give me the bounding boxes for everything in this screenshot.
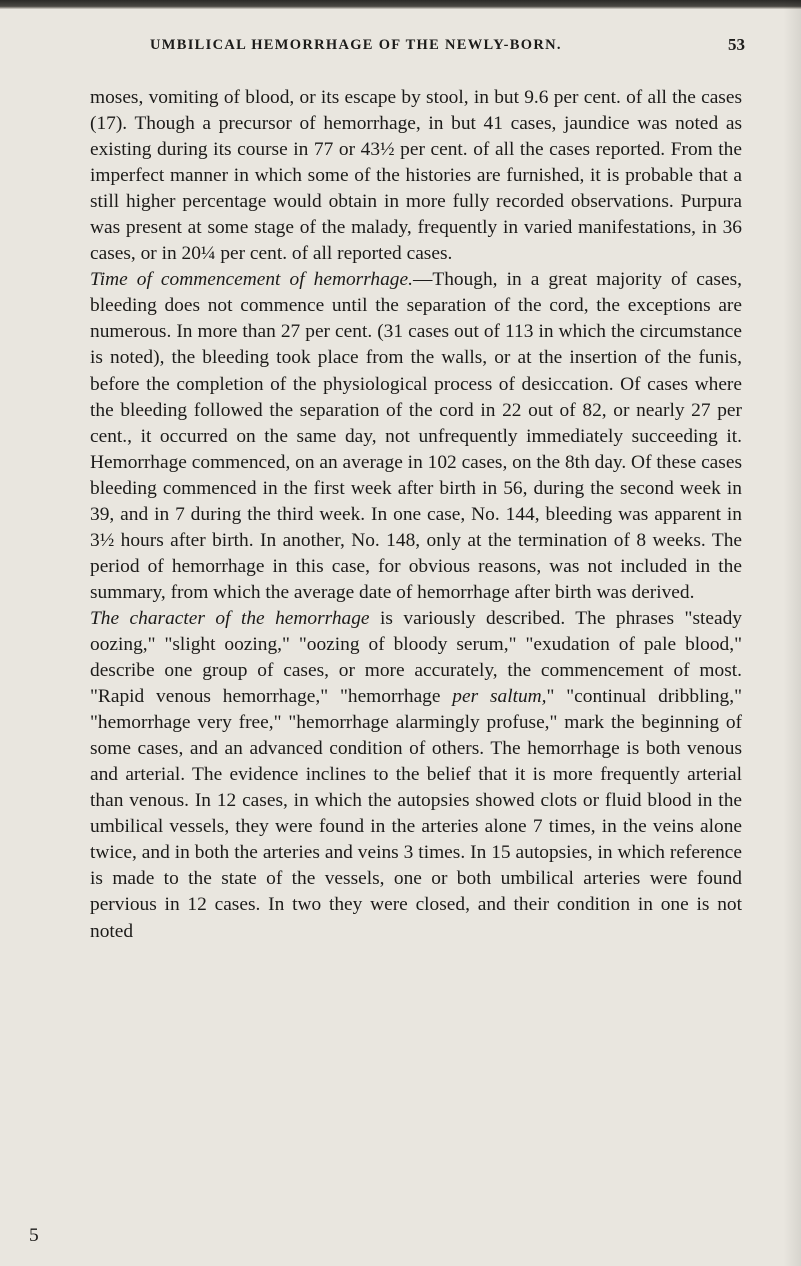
paragraph-character-of-hemorrhage xyxy=(90,606,742,945)
paragraph-time-of-commencement-text: —Though, in a great majority of cases, bleeding does not commence until the separation of the cord, the exceptions are numerous. In more than 27 per cent. (31 cases out of 113 in which the circumstance is noted), the bleeding took place from the walls, or at the insertion of the funis, before the completion of the physiological process of desiccation. Of cases where the bleeding followed the separation of the cord in 22 out of 82, or nearly 27 per cent., it occurred on the same day, not unfrequently immediately succeeding it. Hemorrhage commenced, on an average in 102 cases, on the 8th day. Of these cases bleeding commenced in the first week after birth in 56, during the second week in 39, and in 7 during the third week. In one case, No. 144, bleeding was apparent in 3½ hours after birth. In another, No. 148, only at the termination of 8 weeks. The period of hemorrhage in this case, for obvious reasons, was not included in the summary, from which the average date of hemorrhage after birth was derived. xyxy=(90,269,742,603)
running-header-title: UMBILICAL HEMORRHAGE OF THE NEWLY-BORN. xyxy=(150,37,562,53)
page-number: 53 xyxy=(728,35,745,54)
page-edge-shadow xyxy=(783,0,801,1266)
continued-text-fragment: 5 xyxy=(29,1225,39,1246)
body-text xyxy=(90,85,742,945)
running-header xyxy=(90,35,745,61)
latin-phrase-per-saltum: per saltum, xyxy=(452,686,547,708)
paragraph-character-text-part-a: is variously described. The phrases "steady oozing," "slight oozing," "oozing of bloody serum," "exudation of pale blood," describe one group of cases, or more accurately, the commencement of most. "Rapid venous hemorrhage," "hemorrhage xyxy=(90,607,742,708)
top-border-rule xyxy=(0,0,801,9)
paragraph-jaundice-purpura: moses, vomiting of blood, or its escape by stool, in but 9.6 per cent. of all the cases (17). Though a precursor of hemorrhage, in but 41 cases, jaundice was noted as existing during its course in 77 or 43½ per cent. of all the cases reported. From the imperfect manner in which some of the histories are furnished, it is probable that a still higher percentage would obtain in more fully recorded observations. Purpura was present at some stage of the malady, frequently in varied manifestations, in 36 cases, or in 20¼ per cent. of all reported cases. xyxy=(90,87,742,265)
section-heading-character-of-hemorrhage: The character of the hemorrhage xyxy=(90,607,370,629)
paragraph-character-text-part-b: " "continual dribbling," "hemorrhage very free," "hemorrhage alarmingly profuse," mark the beginning of some cases, and an advanced condition of others. The hemorrhage is both venous and arterial. The evidence inclines to the belief that it is more frequently arterial than venous. In 12 cases, in which the autopsies showed clots or fluid blood in the umbilical vessels, they were found in the arteries alone 7 times, in the veins alone twice, and in both the arteries and veins 3 times. In 15 autopsies, in which reference is made to the state of the vessels, one or both umbilical arteries were found pervious in 12 cases. In two they were closed, and their condition in one is not noted xyxy=(90,686,743,942)
paragraph-time-of-commencement xyxy=(90,267,742,606)
section-heading-time-of-commencement: Time of commencement of hemorrhage. xyxy=(90,269,413,291)
